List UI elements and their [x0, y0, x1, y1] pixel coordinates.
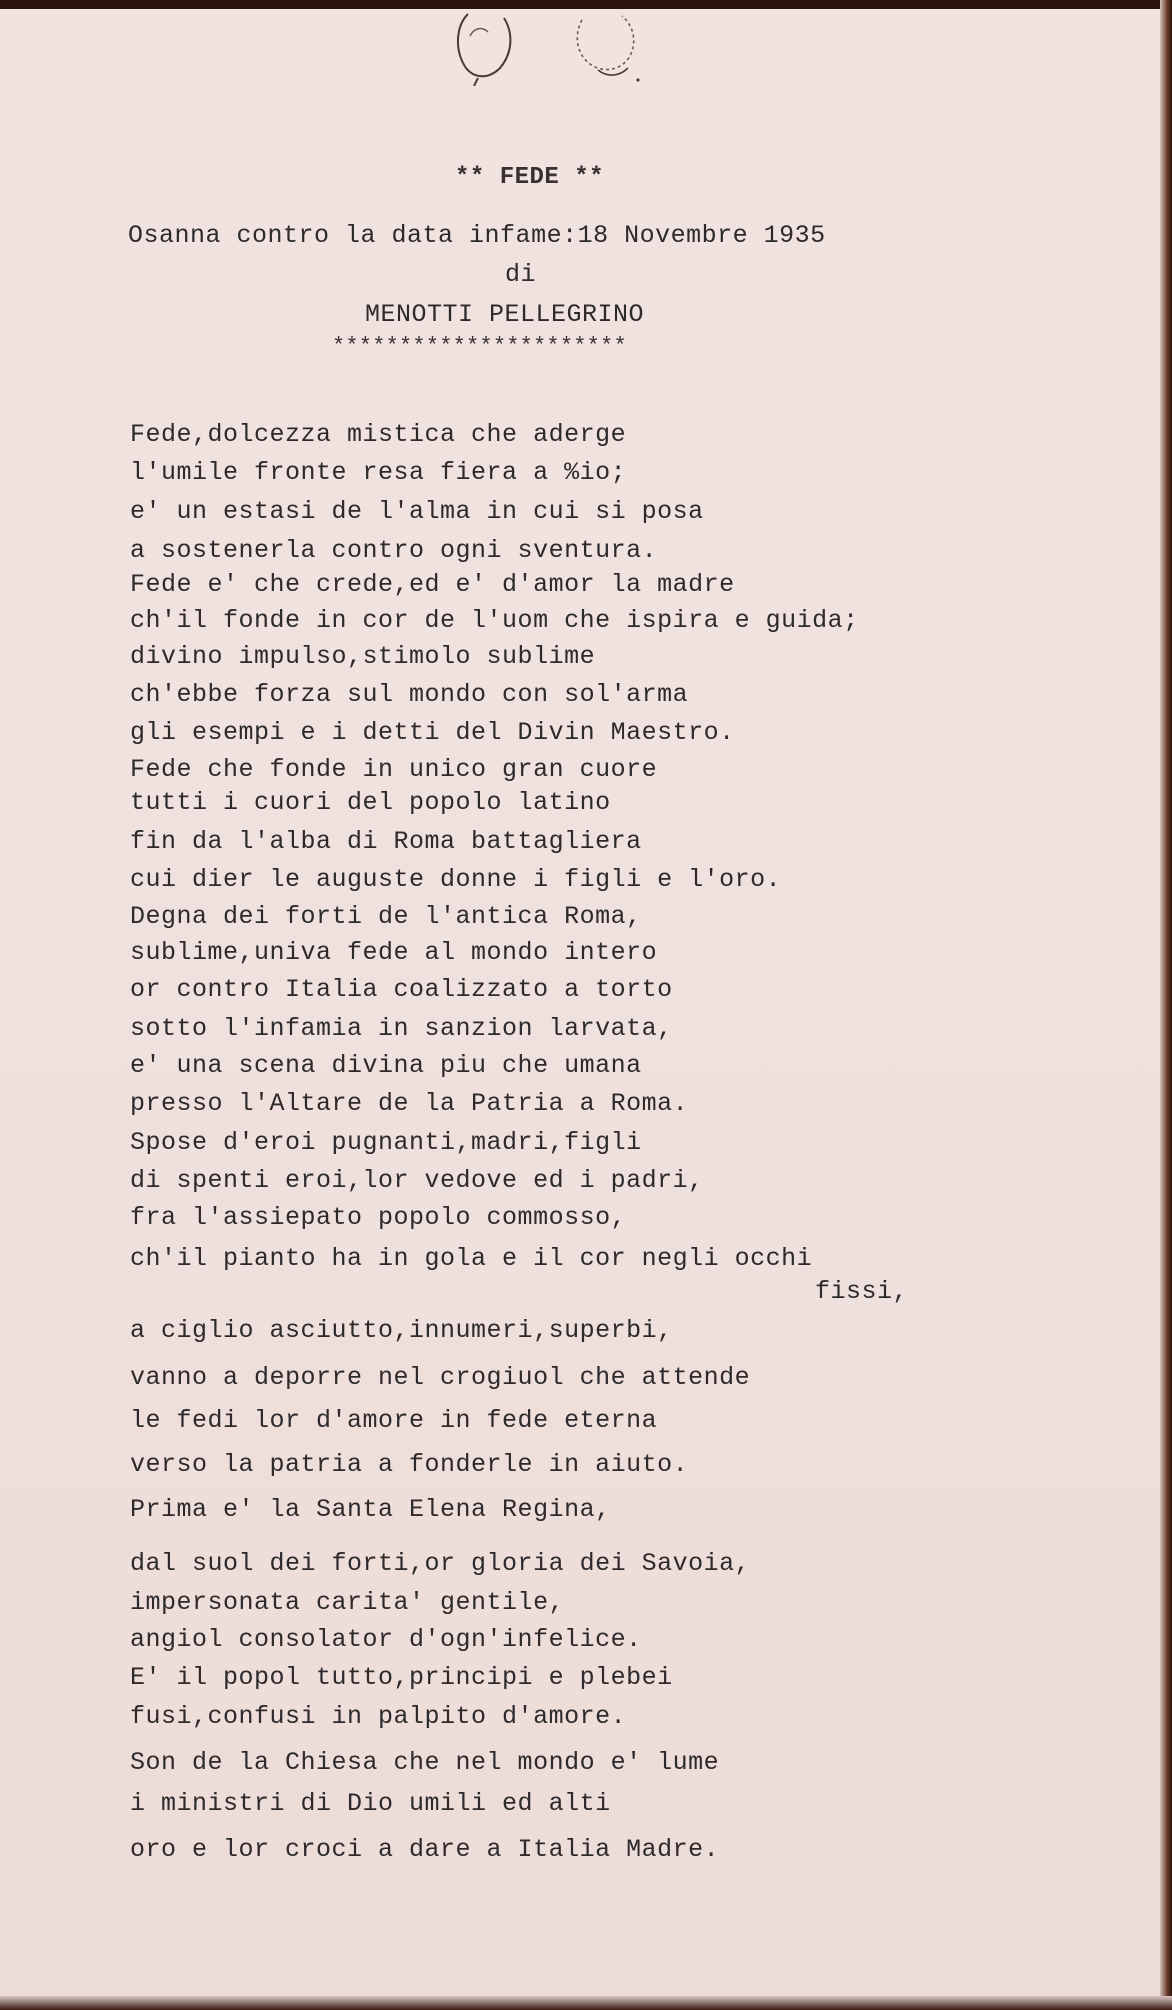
poem-line: i ministri di Dio umili ed alti	[130, 1789, 611, 1818]
poem-line: a ciglio asciutto,innumeri,superbi,	[130, 1316, 673, 1345]
poem-line: ch'il pianto ha in gola e il cor negli occhi	[130, 1244, 813, 1273]
poem-line: angiol consolator d'ogn'infelice.	[130, 1625, 642, 1654]
poem-line: Fede,dolcezza mistica che aderge	[130, 420, 627, 449]
page-right-edge	[1160, 0, 1172, 2010]
poem-line: vanno a deporre nel crogiuol che attende	[130, 1363, 751, 1392]
poem-line: tutti i cuori del popolo latino	[130, 788, 611, 817]
byline: di	[505, 260, 537, 289]
poem-line: sotto l'infamia in sanzion larvata,	[130, 1014, 673, 1043]
poem-line: cui dier le auguste donne i figli e l'oro.	[130, 865, 782, 894]
poem-line: or contro Italia coalizzato a torto	[130, 975, 673, 1004]
punch-mark-right-icon	[568, 6, 648, 86]
poem-line: Fede che fonde in unico gran cuore	[130, 755, 658, 784]
poem-line: verso la patria a fonderle in aiuto.	[130, 1450, 689, 1479]
poem-line: sublime,univa fede al mondo intero	[130, 938, 658, 967]
poem-line: fra l'assiepato popolo commosso,	[130, 1203, 627, 1232]
poem-line: divino impulso,stimolo sublime	[130, 642, 596, 671]
poem-line: ch'il fonde in cor de l'uom che ispira e guida;	[130, 606, 859, 635]
poem-line: Spose d'eroi pugnanti,madri,figli	[130, 1128, 642, 1157]
poem-line: fusi,confusi in palpito d'amore.	[130, 1702, 627, 1731]
poem-line: l'umile fronte resa fiera a %io;	[130, 458, 627, 487]
separator-stars: **********************	[332, 334, 627, 359]
poem-line: a sostenerla contro ogni sventura.	[130, 536, 658, 565]
poem-subtitle: Osanna contro la data infame:18 Novembre 1935	[128, 221, 826, 250]
poem-line: e' una scena divina piu che umana	[130, 1051, 642, 1080]
poem-line: Degna dei forti de l'antica Roma,	[130, 902, 642, 931]
poem-line: Fede e' che crede,ed e' d'amor la madre	[130, 570, 735, 599]
poem-line: fin da l'alba di Roma battagliera	[130, 827, 642, 856]
poem-line: dal suol dei forti,or gloria dei Savoia,	[130, 1549, 751, 1578]
punch-mark-left-icon	[448, 6, 524, 86]
poem-title: ** FEDE **	[455, 164, 605, 191]
poem-line: gli esempi e i detti del Divin Maestro.	[130, 718, 735, 747]
poem-line: di spenti eroi,lor vedove ed i padri,	[130, 1166, 704, 1195]
poem-line-continuation: fissi,	[815, 1277, 909, 1306]
poem-line: presso l'Altare de la Patria a Roma.	[130, 1089, 689, 1118]
poem-line: e' un estasi de l'alma in cui si posa	[130, 497, 704, 526]
poem-line: le fedi lor d'amore in fede eterna	[130, 1406, 658, 1435]
poem-line: oro e lor croci a dare a Italia Madre.	[130, 1835, 720, 1864]
poem-line: impersonata carita' gentile,	[130, 1588, 565, 1617]
poem-line: ch'ebbe forza sul mondo con sol'arma	[130, 680, 689, 709]
poem-line: Prima e' la Santa Elena Regina,	[130, 1495, 611, 1524]
poem-line: Son de la Chiesa che nel mondo e' lume	[130, 1748, 720, 1777]
author-name: MENOTTI PELLEGRINO	[365, 300, 645, 329]
poem-line: E' il popol tutto,principi e plebei	[130, 1663, 673, 1692]
page-bottom-edge	[0, 1996, 1172, 2010]
